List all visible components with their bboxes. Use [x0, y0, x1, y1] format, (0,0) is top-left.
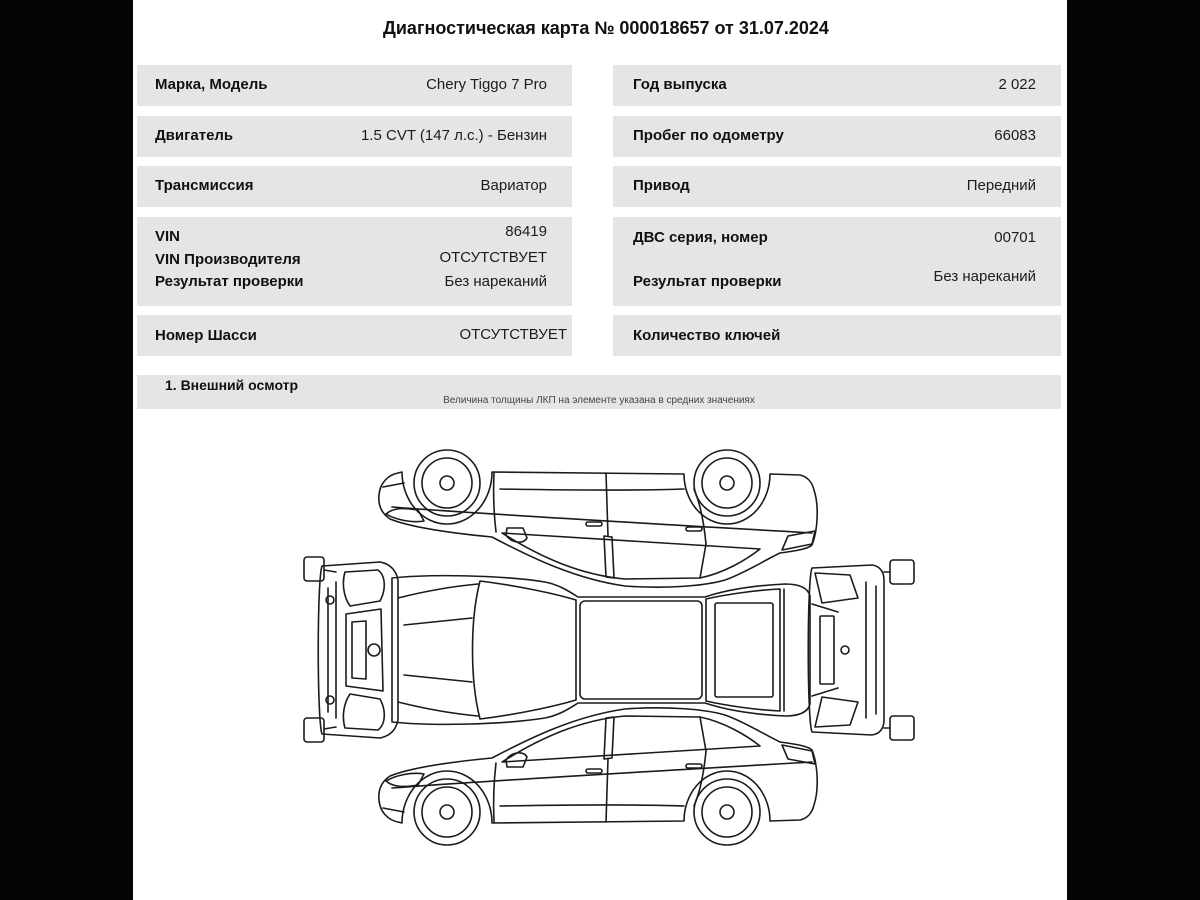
middle-door-seam: [606, 759, 608, 822]
rear-license-plate: [820, 616, 834, 684]
car-front-view: [304, 557, 398, 742]
side-windows: [502, 716, 760, 762]
car-body-diagram: [290, 440, 930, 860]
shoulder-crease: [392, 762, 812, 788]
emblem: [368, 644, 380, 656]
rear-window-inner: [715, 603, 773, 697]
side-mirror: [890, 560, 914, 584]
front-body-outline: [318, 562, 398, 738]
vin-value: 86419: [505, 223, 547, 240]
hood-edge-line: [398, 584, 478, 716]
roof: [580, 601, 702, 699]
vin-manufacturer-value: ОТСУТСТВУЕТ: [439, 249, 547, 266]
front-wheel: [414, 779, 480, 845]
lower-crease: [500, 805, 684, 806]
front-wheel-hub: [440, 805, 454, 819]
drive-label: Привод: [633, 177, 690, 194]
row-drive: [613, 166, 1061, 207]
rear-wheel-hub: [720, 805, 734, 819]
vin-label: VIN: [155, 228, 181, 245]
row-year: [613, 65, 1061, 106]
front-bumper-line: [383, 808, 404, 812]
year-value: 2 022: [998, 76, 1036, 93]
row-vin: [137, 217, 572, 306]
row-make-model: [137, 65, 572, 106]
vin-check-value: Без нареканий: [444, 273, 547, 290]
chassis-number-value: ОТСУТСТВУЕТ: [459, 326, 567, 343]
row-chassis-number: [137, 315, 572, 356]
mirror-stalk: [884, 572, 890, 728]
make-model-value: Chery Tiggo 7 Pro: [426, 76, 547, 93]
odometer-label: Пробег по одометру: [633, 127, 784, 144]
front-bumper: [328, 582, 336, 718]
headlight: [343, 570, 384, 606]
transmission-value: Вариатор: [480, 177, 547, 194]
mirror-stalk: [324, 570, 336, 729]
tail-light: [815, 697, 858, 727]
engine-check-value: Без нареканий: [933, 268, 1036, 285]
year-label: Год выпуска: [633, 76, 727, 93]
vin-check-label: Результат проверки: [155, 273, 304, 290]
make-model-label: Марка, Модель: [155, 76, 268, 93]
front-wheel-rim: [422, 787, 472, 837]
b-pillar: [604, 717, 614, 759]
tail-light: [815, 573, 858, 603]
transmission-label: Трансмиссия: [155, 177, 254, 194]
car-side-view-lower: [379, 708, 817, 845]
row-keys-count: [613, 315, 1061, 356]
c-pillar: [700, 717, 706, 751]
exterior-inspection-header: [137, 375, 1061, 409]
top-body-outline: [392, 576, 810, 725]
document-title: Диагностическая карта № 000018657 от 31.07.2024: [383, 18, 829, 38]
vin-manufacturer-label: VIN Производителя: [155, 251, 301, 268]
odometer-value: 66083: [994, 127, 1036, 144]
engine-serial-label: ДВС серия, номер: [633, 229, 768, 246]
hood-crease: [404, 618, 472, 682]
car-rear-view: [808, 560, 914, 740]
rear-wheel: [694, 779, 760, 845]
row-odometer: [613, 116, 1061, 157]
license-plate: [352, 621, 366, 679]
rear-bumper: [866, 582, 876, 718]
rear-emblem: [841, 646, 849, 654]
engine-value: 1.5 CVT (147 л.с.) - Бензин: [360, 127, 547, 144]
rear-window: [706, 589, 780, 711]
exterior-inspection-heading: 1. Внешний осмотр: [165, 377, 299, 393]
engine-check-label: Результат проверки: [633, 273, 782, 290]
drive-value: Передний: [966, 177, 1036, 194]
car-side-view-upper: [379, 450, 817, 587]
paint-thickness-note: Величина толщины ЛКП на элементе указана в средних значениях: [443, 395, 755, 406]
row-engine: [137, 116, 572, 157]
keys-count-label: Количество ключей: [633, 327, 781, 344]
row-engine-serial: [613, 217, 1061, 306]
front-door-handle: [586, 769, 602, 773]
row-transmission: [137, 166, 572, 207]
rear-door-handle: [686, 764, 702, 768]
front-door-seam: [494, 763, 496, 822]
engine-label: Двигатель: [155, 127, 234, 144]
windshield: [473, 581, 577, 719]
chassis-number-label: Номер Шасси: [155, 327, 257, 344]
headlight: [343, 694, 384, 730]
engine-serial-value: 00701: [994, 229, 1036, 246]
car-top-view: [392, 576, 810, 725]
side-mirror: [890, 716, 914, 740]
rear-wheel-rim: [702, 787, 752, 837]
